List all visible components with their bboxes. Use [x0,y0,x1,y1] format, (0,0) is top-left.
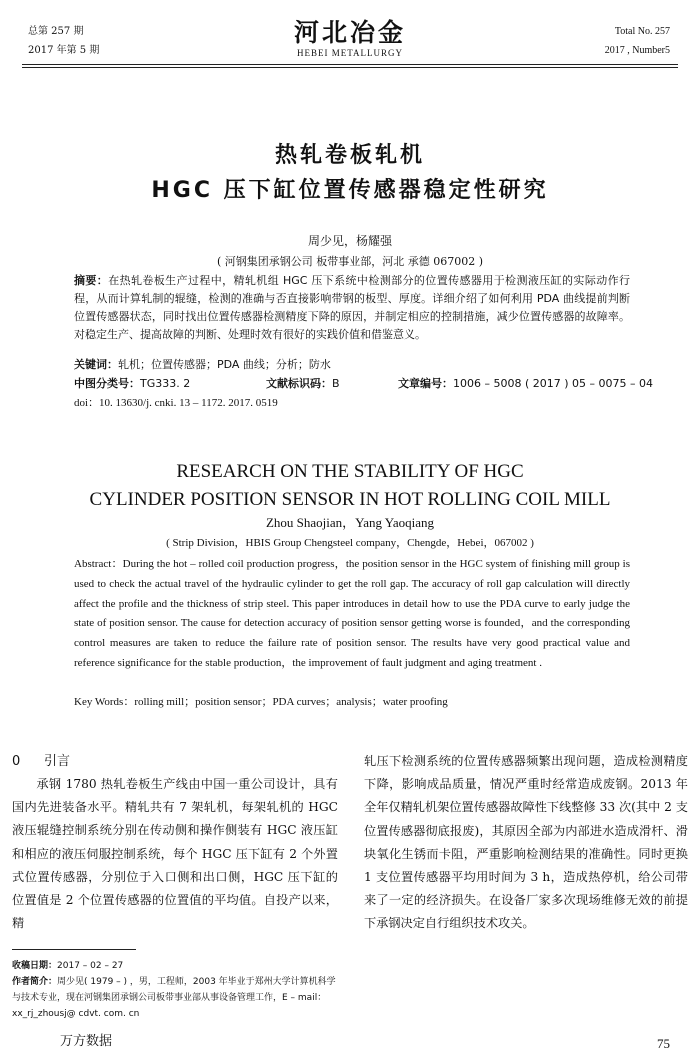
body-column-left: 承钢 1780 热轧卷板生产线由中国一重公司设计，具有国内先进装备水平。精轧共有 7 架轧机，每架轧机的 HGC 液压辊缝控制系统分别在传动侧和操作侧装有 HGC 液压缸和相应的液压伺服控制系统，每个 HGC 压下缸有 2 个外置式位置传感器，分别位于入口侧和出口侧，HGC 压下缸的位置值是 2 个位置传感器的位置值的平均值。自投产以来，精 [12,777,338,931]
abstract-en-text: During the hot – rolled coil production progress，the position sensor in the HGC system of finishing mill group is used to check the actual travel of the hydraulic cylinder to get the roll gap. The accuracy of roll gap calculation will directly affect the profile and the thickness of strip steel. This paper introduces in detail how to use the PDA curve to early judge the state of position sensor. The cause for detection accuracy of position sensor getting worse is founded，and the corresponding control measures are taken to reduce the failure rate of position sensor. The results have very good practical value and reference significance for the stable production，the improvement of fault judgment and aging treatment . [74,558,630,669]
section-title: 引言 [44,754,71,769]
keywords-en [74,693,448,711]
footnote-rule [12,949,136,950]
title-en-line1: RESEARCH ON THE STABILITY OF HGC [176,461,524,482]
journal-name-en: HEBEI METALLURGY [296,48,404,58]
abstract-cn-label: 摘要： [74,274,109,287]
header-rule-bottom [22,67,678,68]
keywords-en-label: Key Words： [74,696,135,708]
keywords-cn-label: 关键词： [74,358,118,371]
header-rule-top [22,64,678,65]
clc-label: 中图分类号： [74,377,140,390]
abstract-cn-text: 在热轧卷板生产过程中，精轧机组 HGC 压下系统中检测部分的位置传感器用于检测液压缸的实际动作行程，从而计算轧制的辊缝，检测的准确与否直接影响带钢的板型、厚度。详细介绍了如何利用 PDA 曲线提前判断位置传感器状态，同时找出位置传感器检测精度下降的原因，并制定相应的控制措施，减少位置传感器的故障率。对稳定生产、提高故障的判断、处理时效有很好的实践价值和借鉴意义。 [74,274,631,341]
header-right [605,22,670,60]
keywords-en-text: rolling mill；position sensor；PDA curves；analysis；water proofing [134,696,448,708]
affiliation-cn: ( 河钢集团承钢公司 板带事业部，河北 承德 067002 ) [216,255,484,268]
doc-code-label: 文献标识码： [266,377,332,390]
watermark: 万方数据 [60,1034,113,1049]
abstract-en-label: Abstract： [74,558,123,570]
received-label: 收稿日期： [12,961,58,971]
affiliation-en: ( Strip Division，HBIS Group Chengsteel company，Chengde，Hebei，067002 ) [166,537,534,549]
doi: doi：10. 13630/j. cnki. 13 – 1172. 2017. 0519 [74,397,278,409]
received-value: 2017 – 02 – 27 [57,961,124,971]
author-bio [12,974,338,1022]
clc-value: TG333. 2 [140,377,191,390]
abstract-en [74,555,630,674]
abstract-cn [74,272,630,344]
title-cn-line1: 热轧卷板轧机 [274,143,425,168]
issue-cn: 总第 257 期 [28,26,84,37]
page-number: 75 [657,1036,670,1051]
clc-number [74,376,190,392]
authors-en: Zhou Shaojian，Yang Yaoqiang [265,515,435,530]
title-cn-line2: HGC 压下缸位置传感器稳定性研究 [151,178,549,203]
keywords-cn-text: 轧机；位置传感器；PDA 曲线；分析；防水 [118,358,331,371]
date-en: 2017 , Number5 [604,45,670,56]
section-heading [12,752,70,772]
journal-name-cn: 河北冶金 [293,18,406,47]
author-bio-label: 作者简介： [12,977,58,987]
title-en-line2: CYLINDER POSITION SENSOR IN HOT ROLLING COIL MILL [89,489,611,510]
document-code [266,376,340,392]
issue-en: Total No. 257 [614,26,670,37]
keywords-cn [74,356,331,374]
date-cn: 2017 年第 5 期 [28,45,100,56]
body-column-right: 轧压下检测系统的位置传感器频繁出现问题，造成检测精度下降，影响成品质量，情况严重时经常造成废钢。2013 年全年仅精轧机架位置传感器故障性下线整修 33 次(其中 2 支位置传感器彻底报废)，其原因全部为内部进水造成滑杆、滑块氧化生锈而卡阻，严重影响检测结果的准确性。同时更换 1 支位置传感器平均用时间为 3 h，造成热停机，给公司带来了一定的经济损失。在设备厂家多次现场维修无效的前提下承钢决定自行组织技术攻关。 [364,754,688,931]
received-date [12,958,338,974]
authors-cn: 周少见，杨耀强 [307,234,392,248]
article-number [398,376,653,392]
journal-logo [0,18,700,59]
article-number-label: 文章编号： [398,377,453,390]
section-number: 0 [12,754,21,769]
author-bio-value: 周少见( 1979 – ) ，男，工程师，2003 年毕业于郑州大学计算机科学与技术专业，现在河钢集团承钢公司板带事业部从事设备管理工作，E – mail：xx_rj_zhousj@ cdvt. com. cn [12,977,336,1019]
journal-header [0,0,700,72]
doc-code-value: B [332,377,340,390]
article-number-value: 1006 – 5008 ( 2017 ) 05 – 0075 – 04 [453,377,654,390]
